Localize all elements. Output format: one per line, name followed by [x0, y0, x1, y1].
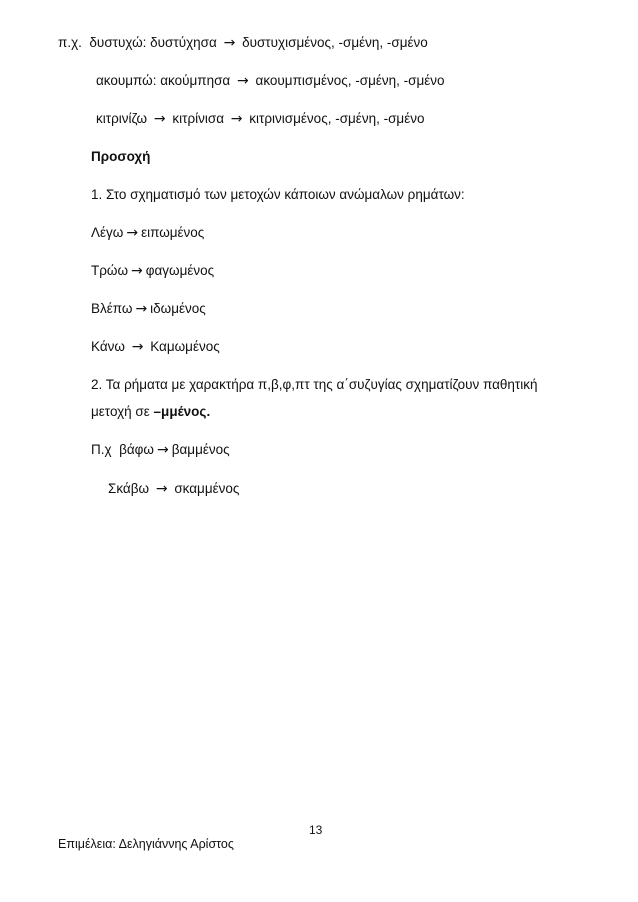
example2-participle: βαμμένος [171, 442, 230, 457]
irregular-participle: ειπωμένος [141, 225, 205, 240]
example-result: ακουμπισμένος, -σμένη, -σμένο [255, 73, 445, 88]
arrow-icon: → [135, 301, 148, 317]
footer-credit: Επιμέλεια: Δεληγιάννης Αρίστος [58, 837, 234, 851]
example-line-3 [96, 110, 424, 128]
example-base: δυστυχώ: δυστύχησα [89, 35, 217, 50]
arrow-icon: → [237, 73, 249, 89]
example-aorist: κιτρίνισα [172, 111, 225, 126]
example-base: ακουμπώ: ακούμπησα [96, 73, 231, 88]
example2-prefix: Π.χ [91, 442, 112, 457]
example2-item-2 [108, 480, 239, 498]
irregular-participle: ιδωμένος [150, 301, 206, 316]
arrow-icon: → [126, 225, 139, 241]
irregular-verb: Τρώω [91, 263, 129, 278]
rule-2-prefix: μετοχή σε [91, 404, 150, 419]
example2-participle: σκαμμένος [174, 481, 240, 496]
example2-item-1 [91, 441, 230, 459]
example2-verb: βάφω [119, 442, 154, 457]
example-line-2 [96, 72, 445, 90]
irregular-verb: Κάνω [91, 339, 125, 354]
example-prefix: π.χ. [58, 35, 82, 50]
arrow-icon: → [131, 339, 144, 355]
rule-2-text: 2. Τα ρήματα με χαρακτήρα π,β,φ,πτ της α΄συζυγίας σχηματίζουν παθητική [91, 377, 538, 392]
rule-2-suffix: –μμένος. [153, 404, 211, 419]
irregular-verb: Λέγω [91, 225, 124, 240]
attention-heading: Προσοχή [91, 149, 151, 164]
arrow-icon: → [156, 442, 169, 458]
arrow-icon: → [155, 481, 168, 497]
example-result: κιτρινισμένος, -σμένη, -σμένο [249, 111, 425, 126]
irregular-item-2 [91, 262, 214, 280]
rule-1-text: 1. Στο σχηματισμό των μετοχών κάποιων ανώμαλων ρημάτων: [91, 187, 465, 202]
rule-2-continuation [91, 403, 210, 421]
example2-verb: Σκάβω [108, 481, 150, 496]
irregular-item-1 [91, 224, 204, 242]
example-verb: κιτρινίζω [96, 111, 148, 126]
irregular-participle: Καμωμένος [150, 339, 220, 354]
arrow-icon: → [230, 111, 243, 127]
irregular-participle: φαγωμένος [145, 263, 215, 278]
irregular-item-4 [91, 338, 220, 356]
page-number: 13 [309, 823, 323, 837]
irregular-item-3 [91, 300, 206, 318]
arrow-icon: → [131, 263, 143, 279]
example-line-1 [58, 34, 428, 52]
example-result: δυστυχισμένος, -σμένη, -σμένο [242, 35, 428, 50]
irregular-verb: Βλέπω [91, 301, 133, 316]
arrow-icon: → [153, 111, 166, 127]
arrow-icon: → [223, 35, 236, 51]
